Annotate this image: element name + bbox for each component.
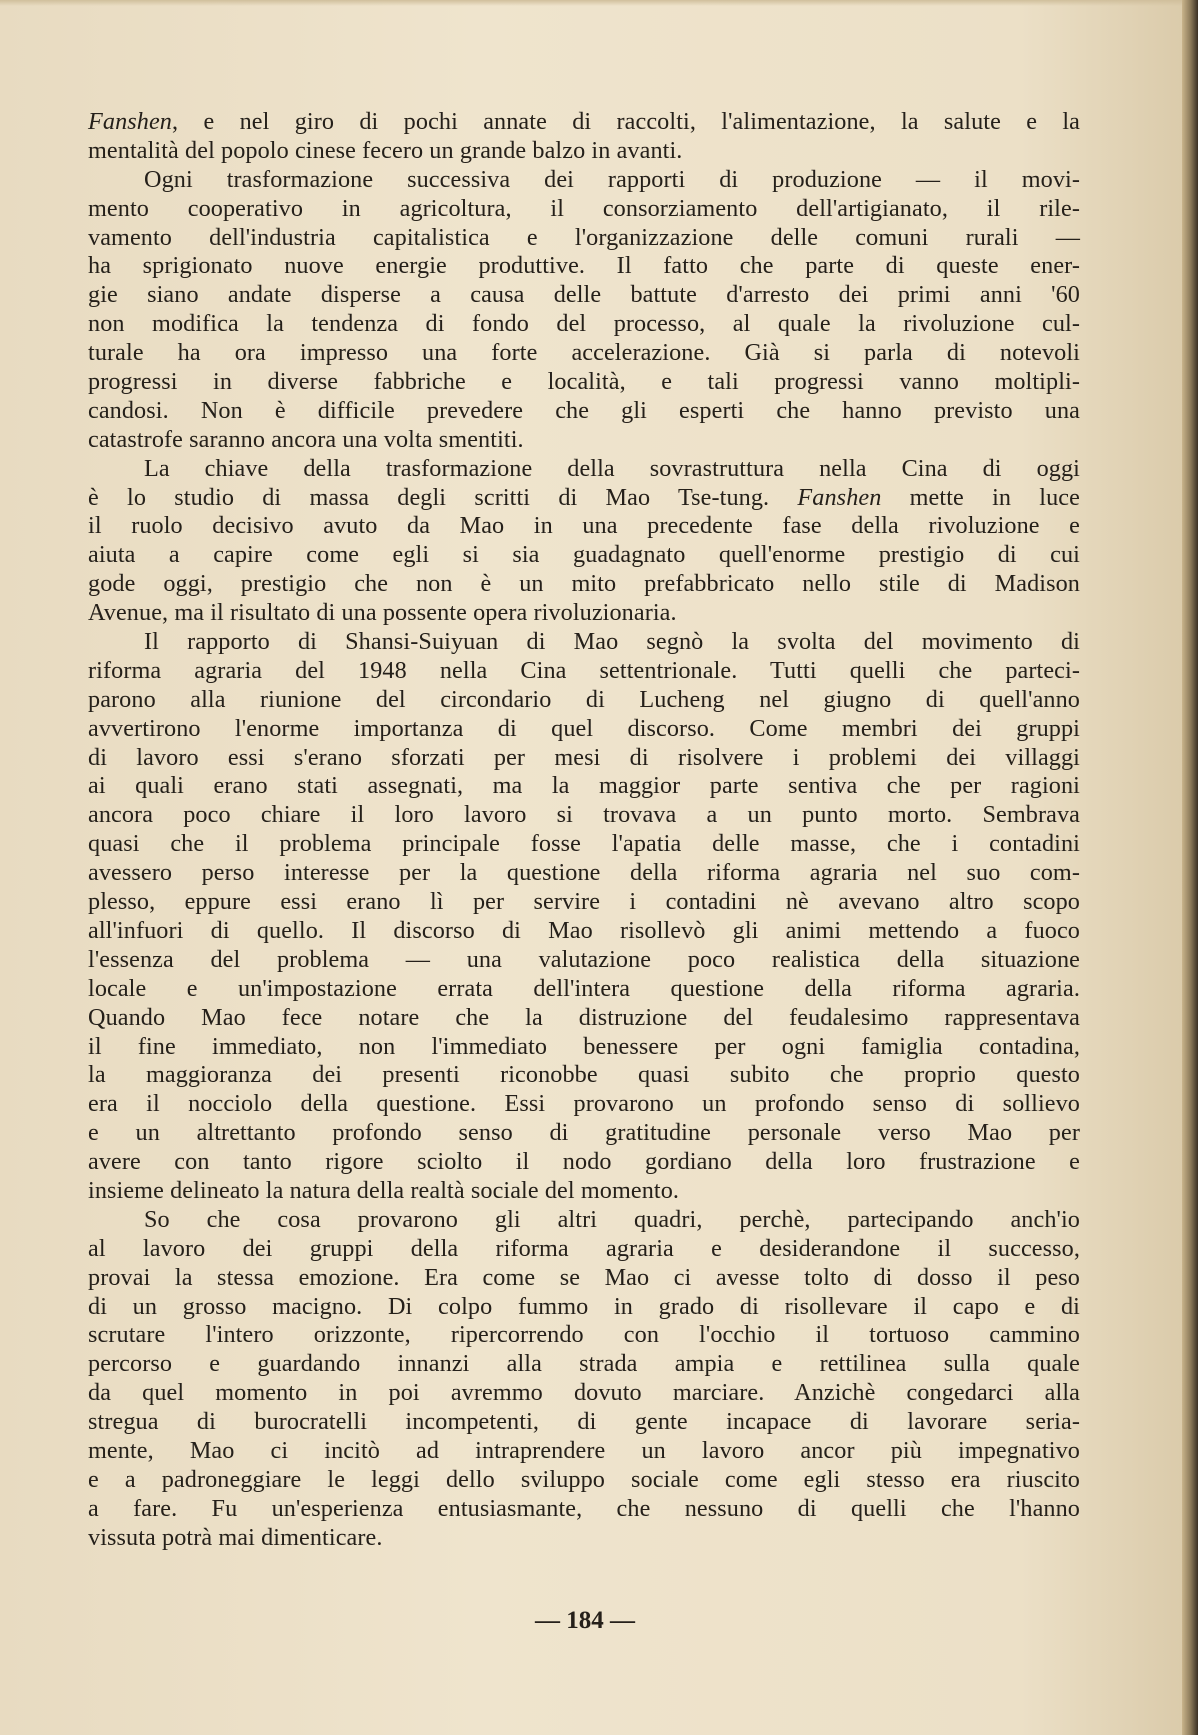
text-line [88, 426, 1080, 455]
page-top-shadow [0, 0, 1198, 6]
text-line [88, 224, 1080, 253]
text-run: La chiave della trasformazione della sovrastruttura nella Cina di oggi [144, 454, 1080, 482]
text-run: aiuta a capire come egli si sia guadagnato quell'enorme prestigio di cui [88, 541, 1080, 569]
text-run: vamento dell'industria capitalistica e l'organizzazione delle comuni rurali — [88, 223, 1080, 251]
text-line [88, 599, 1080, 628]
text-line [88, 917, 1080, 946]
paragraph [88, 108, 1080, 166]
text-line [88, 1206, 1080, 1235]
text-run: avere con tanto rigore sciolto il nodo gordiano della loro frustrazione e [88, 1148, 1080, 1176]
text-run: ai quali erano stati assegnati, ma la maggior parte sentiva che per ragioni [88, 772, 1080, 800]
text-run: di lavoro essi s'erano sforzati per mesi di risolvere i problemi dei villaggi [88, 743, 1080, 771]
text-line [88, 1495, 1080, 1524]
text-line [88, 975, 1080, 1004]
text-run: la maggioranza dei presenti riconobbe quasi subito che proprio questo [88, 1061, 1080, 1089]
text-line [88, 1379, 1080, 1408]
text-line [88, 1408, 1080, 1437]
text-run: stregua di burocratelli incompetenti, di gente incapace di lavorare seria- [88, 1408, 1080, 1436]
text-line [88, 137, 1080, 166]
page-edge-shadow [1182, 0, 1198, 1735]
text-run: mentalità del popolo cinese fecero un grande balzo in avanti. [88, 136, 683, 164]
text-run: e un altrettanto profondo senso di gratitudine personale verso Mao per [88, 1119, 1080, 1147]
text-run: era il nocciolo della questione. Essi provarono un profondo senso di sollievo [88, 1090, 1080, 1118]
text-line [88, 1004, 1080, 1033]
text-line [88, 368, 1080, 397]
text-run: mento cooperativo in agricoltura, il consorziamento dell'artigianato, il rile- [88, 194, 1080, 222]
text-run: riforma agraria del 1948 nella Cina settentrionale. Tutti quelli che parteci- [88, 656, 1080, 684]
text-run: , e nel giro di pochi annate di raccolti, l'alimentazione, la salute e la [172, 108, 1080, 135]
text-line [88, 715, 1080, 744]
text-line [88, 946, 1080, 975]
text-run: l'essenza del problema — una valutazione poco realistica della situazione [88, 945, 1080, 973]
paragraph [88, 455, 1080, 628]
text-line [88, 657, 1080, 686]
text-run: scrutare l'intero orizzonte, ripercorrendo con l'occhio il tortuoso cammino [88, 1321, 1080, 1349]
text-run: percorso e guardando innanzi alla strada ampia e rettilinea sulla quale [88, 1350, 1080, 1378]
text-run: vissuta potrà mai dimenticare. [88, 1523, 383, 1551]
text-run: non modifica la tendenza di fondo del processo, al quale la rivoluzione cul- [88, 310, 1080, 338]
text-line [88, 455, 1080, 484]
text-line [88, 310, 1080, 339]
paragraph [88, 628, 1080, 1206]
text-line [88, 252, 1080, 281]
text-line [88, 339, 1080, 368]
text-line [88, 772, 1080, 801]
text-line [88, 166, 1080, 195]
text-run: Ogni trasformazione successiva dei rapporti di produzione — il movi- [144, 165, 1080, 193]
text-line [88, 628, 1080, 657]
text-line [88, 281, 1080, 310]
text-run: di un grosso macigno. Di colpo fummo in grado di risollevare il capo e di [88, 1292, 1080, 1320]
text-line [88, 512, 1080, 541]
text-line [88, 801, 1080, 830]
text-run: gie siano andate disperse a causa delle battute d'arresto dei primi anni '60 [88, 281, 1080, 309]
text-run: al lavoro dei gruppi della riforma agraria e desiderandone il successo, [88, 1234, 1080, 1262]
text-run: ha sprigionato nuove energie produttive. Il fatto che parte di queste ener- [88, 252, 1080, 280]
text-run: ancora poco chiare il loro lavoro si trovava a un punto morto. Sembrava [88, 801, 1080, 829]
text-run: Avenue, ma il risultato di una possente opera rivoluzionaria. [88, 599, 677, 627]
text-line [88, 1466, 1080, 1495]
text-run: è lo studio di massa degli scritti di Mao Tse-tung. [88, 483, 798, 511]
text-line [88, 1350, 1080, 1379]
text-line [88, 570, 1080, 599]
text-run: insieme delineato la natura della realtà sociale del momento. [88, 1176, 680, 1204]
text-run: a fare. Fu un'esperienza entusiasmante, che nessuno di quelli che l'hanno [88, 1494, 1080, 1522]
text-line [88, 686, 1080, 715]
text-line [88, 1177, 1080, 1206]
text-run: mette in luce [881, 483, 1080, 511]
text-line [88, 888, 1080, 917]
text-run: all'infuori di quello. Il discorso di Mao risollevò gli animi mettendo a fuoco [88, 916, 1080, 944]
text-run: So che cosa provarono gli altri quadri, perchè, partecipando anch'io [144, 1205, 1080, 1233]
text-run: plesso, eppure essi erano lì per servire i contadini nè avevano altro scopo [88, 888, 1080, 916]
text-run: avvertirono l'enorme importanza di quel discorso. Come membri dei gruppi [88, 714, 1080, 742]
text-run: da quel momento in poi avremmo dovuto marciare. Anzichè congedarci alla [88, 1379, 1080, 1407]
text-line [88, 1321, 1080, 1350]
text-line [88, 541, 1080, 570]
text-line [88, 108, 1080, 137]
text-run: provai la stessa emozione. Era come se Mao ci avesse tolto di dosso il peso [88, 1263, 1080, 1291]
text-run: il fine immediato, non l'immediato benessere per ogni famiglia contadina, [88, 1032, 1080, 1060]
text-run: turale ha ora impresso una forte accelerazione. Già si parla di notevoli [88, 339, 1080, 367]
text-run: Il rapporto di Shansi-Suiyuan di Mao segnò la svolta del movimento di [144, 628, 1080, 656]
paragraph [88, 166, 1080, 455]
text-line [88, 744, 1080, 773]
text-line [88, 397, 1080, 426]
text-line [88, 1437, 1080, 1466]
text-line [88, 1235, 1080, 1264]
italic-title: Fanshen [88, 108, 172, 135]
text-line [88, 1293, 1080, 1322]
text-line [88, 1033, 1080, 1062]
text-line [88, 1090, 1080, 1119]
text-run: il ruolo decisivo avuto da Mao in una precedente fase della rivoluzione e [88, 512, 1080, 540]
text-run: mente, Mao ci incitò ad intraprendere un lavoro ancor più impegnativo [88, 1436, 1080, 1464]
text-run: gode oggi, prestigio che non è un mito prefabbricato nello stile di Madison [88, 570, 1080, 598]
body-text [88, 108, 1080, 1553]
text-line [88, 1061, 1080, 1090]
text-line [88, 1119, 1080, 1148]
text-run: e a padroneggiare le leggi dello sviluppo sociale come egli stesso era riuscito [88, 1465, 1080, 1493]
text-run: Quando Mao fece notare che la distruzione del feudalesimo rappresentava [88, 1003, 1080, 1031]
paragraph [88, 1206, 1080, 1553]
text-line [88, 1264, 1080, 1293]
text-run: catastrofe saranno ancora una volta smentiti. [88, 425, 524, 453]
text-run: progressi in diverse fabbriche e località, e tali progressi vanno moltipli- [88, 368, 1080, 396]
page-number: — 184 — [535, 1607, 635, 1634]
text-line [88, 1524, 1080, 1553]
text-run: avessero perso interesse per la questione della riforma agraria nel suo com- [88, 859, 1080, 887]
text-run: candosi. Non è difficile prevedere che gli esperti che hanno previsto una [88, 396, 1080, 424]
text-run: locale e un'impostazione errata dell'intera questione della riforma agraria. [88, 974, 1080, 1002]
text-line [88, 1148, 1080, 1177]
text-line [88, 859, 1080, 888]
text-run: parono alla riunione del circondario di Lucheng nel giugno di quell'anno [88, 685, 1080, 713]
text-line [88, 830, 1080, 859]
text-line [88, 484, 1080, 513]
text-run: quasi che il problema principale fosse l'apatia delle masse, che i contadini [88, 830, 1080, 858]
text-line [88, 195, 1080, 224]
italic-title: Fanshen [797, 483, 882, 511]
